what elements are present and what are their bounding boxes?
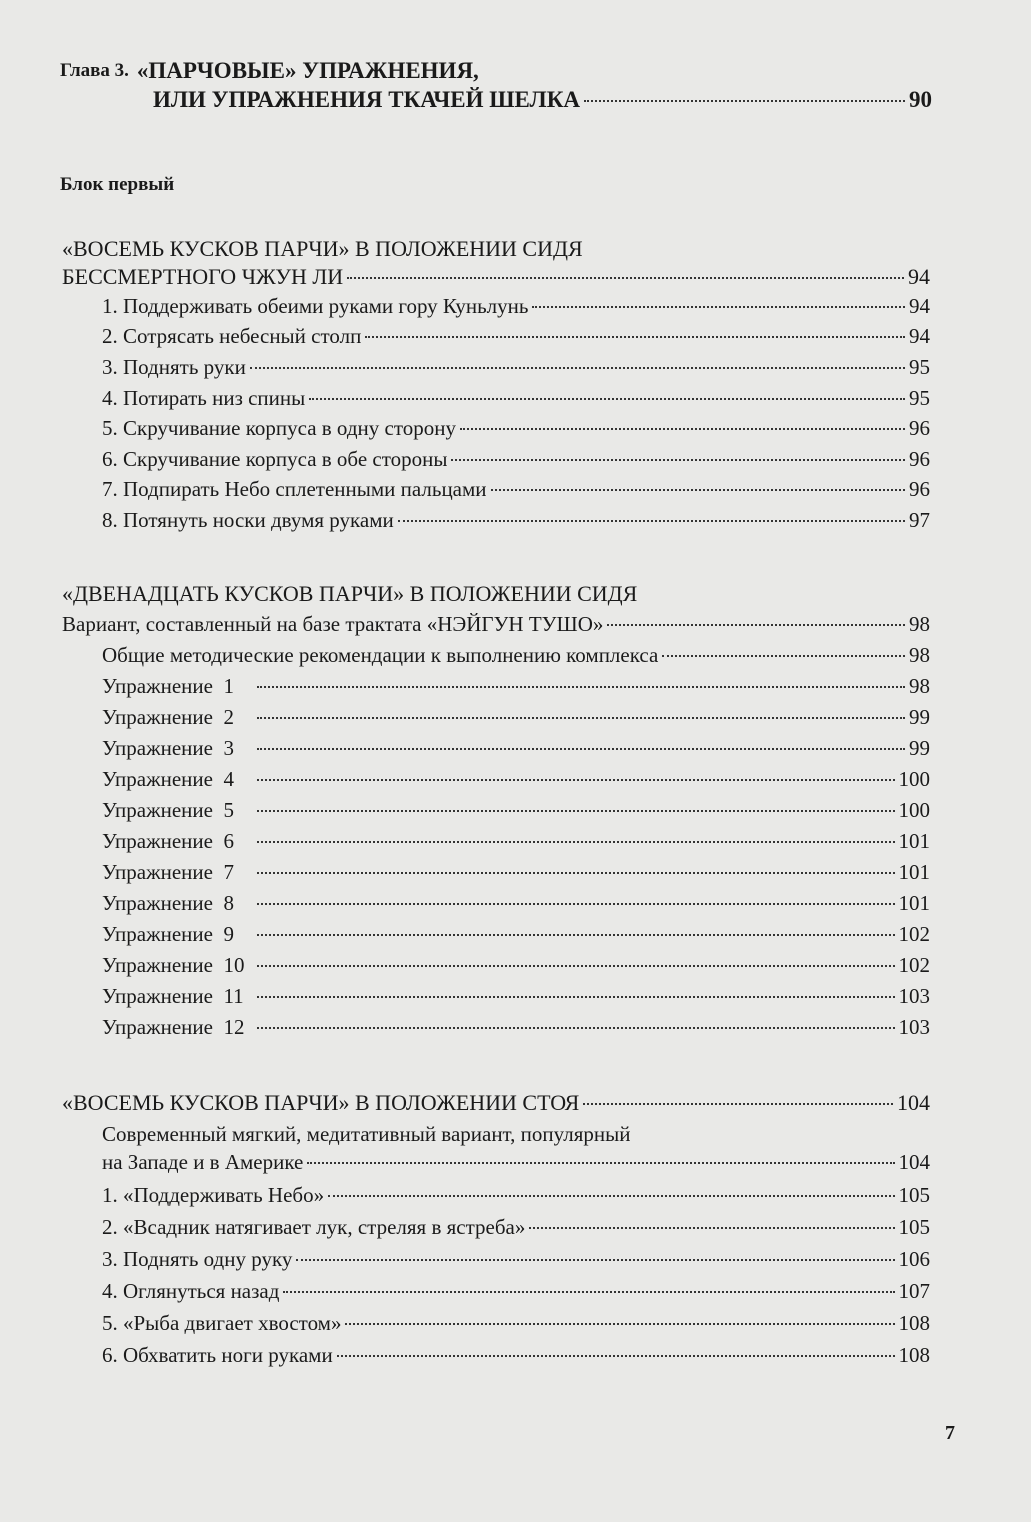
leader-dots bbox=[328, 1195, 894, 1197]
exercise-num: 12 bbox=[223, 1015, 245, 1039]
toc-entry bbox=[102, 1279, 930, 1304]
toc-entry-page: 95 bbox=[909, 386, 930, 410]
exercise-page: 100 bbox=[898, 767, 930, 791]
exercise-page: 100 bbox=[898, 798, 930, 822]
section1-page: 94 bbox=[908, 264, 930, 289]
leader-dots bbox=[257, 717, 905, 719]
toc-entry-page: 108 bbox=[898, 1343, 930, 1367]
leader-dots bbox=[257, 810, 894, 812]
exercise-page: 101 bbox=[898, 829, 930, 853]
leader-dots bbox=[257, 872, 894, 874]
toc-entry bbox=[102, 1311, 930, 1336]
toc-entry-page: 106 bbox=[898, 1247, 930, 1271]
chapter-title-line2-entry bbox=[60, 85, 932, 114]
toc-entry bbox=[102, 1343, 930, 1368]
toc-entry-text: 4. Оглянуться назад bbox=[102, 1279, 280, 1303]
toc-entry bbox=[102, 1183, 930, 1208]
toc-entry-page: 96 bbox=[909, 477, 930, 501]
exercise-entry bbox=[102, 1015, 930, 1040]
chapter-label: Глава 3. bbox=[60, 60, 129, 81]
leader-dots bbox=[532, 306, 905, 308]
section1-title-line1: «ВОСЕМЬ КУСКОВ ПАРЧИ» В ПОЛОЖЕНИИ СИДЯ bbox=[62, 236, 583, 261]
toc-entry-page: 97 bbox=[909, 508, 930, 532]
leader-dots bbox=[345, 1323, 894, 1325]
toc-entry-page: 96 bbox=[909, 416, 930, 440]
exercise-entry bbox=[102, 860, 930, 885]
section2-variant-page: 98 bbox=[909, 612, 930, 636]
chapter-heading bbox=[60, 56, 932, 114]
exercise-page: 102 bbox=[898, 953, 930, 977]
toc-entry bbox=[102, 477, 930, 502]
toc-entry bbox=[102, 1247, 930, 1272]
section2-title: «ДВЕНАДЦАТЬ КУСКОВ ПАРЧИ» В ПОЛОЖЕНИИ СИДЯ bbox=[62, 581, 638, 606]
exercise-word: Упражнение bbox=[102, 984, 213, 1008]
section3-title: «ВОСЕМЬ КУСКОВ ПАРЧИ» В ПОЛОЖЕНИИ СТОЯ bbox=[62, 1090, 580, 1115]
section3-variant-line2: на Западе и в Америке bbox=[102, 1150, 304, 1174]
leader-dots bbox=[296, 1259, 894, 1261]
toc-entry-text: 2. Сотрясать небесный столп bbox=[102, 324, 362, 348]
leader-dots bbox=[607, 624, 905, 626]
toc-entry-text: 4. Потирать низ спины bbox=[102, 386, 306, 410]
leader-dots bbox=[491, 489, 905, 491]
exercise-word: Упражнение bbox=[102, 767, 213, 791]
exercise-page: 99 bbox=[909, 705, 930, 729]
toc-entry-page: 94 bbox=[909, 324, 930, 348]
exercise-num: 3 bbox=[223, 736, 234, 760]
toc-entry-text: 8. Потянуть носки двумя руками bbox=[102, 508, 394, 532]
leader-dots bbox=[398, 520, 905, 522]
exercise-word: Упражнение bbox=[102, 736, 213, 760]
toc-entry-page: 107 bbox=[898, 1279, 930, 1303]
section2-general-page: 98 bbox=[909, 643, 930, 667]
leader-dots bbox=[309, 398, 905, 400]
leader-dots bbox=[257, 748, 905, 750]
section2-general-entry bbox=[102, 643, 930, 668]
leader-dots bbox=[460, 428, 905, 430]
exercise-word: Упражнение bbox=[102, 705, 213, 729]
toc-entry bbox=[102, 508, 930, 533]
section2-variant-entry bbox=[62, 612, 930, 637]
toc-entry bbox=[102, 324, 930, 349]
exercise-entry bbox=[102, 705, 930, 730]
exercise-entry bbox=[102, 829, 930, 854]
exercise-entry bbox=[102, 953, 930, 978]
exercise-num: 6 bbox=[223, 829, 234, 853]
toc-entry-text: 2. «Всадник натягивает лук, стреляя в ястреба» bbox=[102, 1215, 526, 1239]
section1-title-line2: БЕССМЕРТНОГО ЧЖУН ЛИ bbox=[62, 264, 344, 289]
toc-entry-text: 1. «Поддерживать Небо» bbox=[102, 1183, 325, 1207]
toc-entry-page: 94 bbox=[909, 294, 930, 318]
exercise-num: 2 bbox=[223, 705, 234, 729]
leader-dots bbox=[529, 1227, 894, 1229]
exercise-num: 5 bbox=[223, 798, 234, 822]
leader-dots bbox=[257, 686, 905, 688]
leader-dots bbox=[250, 367, 905, 369]
leader-dots bbox=[307, 1162, 894, 1164]
exercise-num: 7 bbox=[223, 860, 234, 884]
leader-dots bbox=[337, 1355, 895, 1357]
section3-variant-entry bbox=[102, 1150, 930, 1175]
toc-entry-text: 5. Скручивание корпуса в одну сторону bbox=[102, 416, 456, 440]
leader-dots bbox=[583, 1103, 893, 1105]
leader-dots bbox=[584, 100, 905, 102]
toc-entry-page: 108 bbox=[898, 1311, 930, 1335]
exercise-num: 1 bbox=[223, 674, 234, 698]
section3-variant-page: 104 bbox=[898, 1150, 930, 1174]
exercise-page: 98 bbox=[909, 674, 930, 698]
leader-dots bbox=[283, 1291, 894, 1293]
chapter-title-line2: ИЛИ УПРАЖНЕНИЯ ТКАЧЕЙ ШЕЛКА bbox=[153, 87, 580, 112]
exercise-entry bbox=[102, 984, 930, 1009]
toc-entry-page: 105 bbox=[898, 1215, 930, 1239]
section3-page: 104 bbox=[897, 1090, 930, 1115]
toc-entry bbox=[102, 386, 930, 411]
exercise-page: 103 bbox=[898, 1015, 930, 1039]
leader-dots bbox=[365, 336, 905, 338]
page-number: 7 bbox=[945, 1422, 955, 1444]
exercise-num: 11 bbox=[223, 984, 244, 1008]
toc-entry bbox=[102, 294, 930, 319]
toc-entry bbox=[102, 1215, 930, 1240]
toc-entry-text: 3. Поднять одну руку bbox=[102, 1247, 293, 1271]
exercise-entry bbox=[102, 767, 930, 792]
toc-entry-text: 7. Подпирать Небо сплетенными пальцами bbox=[102, 477, 487, 501]
exercise-entry bbox=[102, 922, 930, 947]
exercise-word: Упражнение bbox=[102, 891, 213, 915]
toc-entry-page: 105 bbox=[898, 1183, 930, 1207]
exercise-entry bbox=[102, 674, 930, 699]
toc-entry bbox=[102, 447, 930, 472]
exercise-entry bbox=[102, 891, 930, 916]
leader-dots bbox=[257, 903, 894, 905]
exercise-word: Упражнение bbox=[102, 1015, 213, 1039]
chapter-title-line1: «ПАРЧОВЫЕ» УПРАЖНЕНИЯ, bbox=[136, 58, 479, 83]
exercise-word: Упражнение bbox=[102, 953, 213, 977]
exercise-page: 103 bbox=[898, 984, 930, 1008]
leader-dots bbox=[257, 1027, 894, 1029]
leader-dots bbox=[257, 934, 894, 936]
exercise-num: 8 bbox=[223, 891, 234, 915]
exercise-page: 101 bbox=[898, 860, 930, 884]
exercise-page: 99 bbox=[909, 736, 930, 760]
toc-entry bbox=[102, 355, 930, 380]
exercise-word: Упражнение bbox=[102, 829, 213, 853]
block-label: Блок первый bbox=[60, 174, 175, 195]
toc-entry-text: 1. Поддерживать обеими руками гору Куньлунь bbox=[102, 294, 529, 318]
leader-dots bbox=[257, 841, 894, 843]
section2-general: Общие методические рекомендации к выполнению комплекса bbox=[102, 643, 659, 667]
section3-variant-line1: Современный мягкий, медитативный вариант, популярный bbox=[102, 1122, 631, 1146]
exercise-word: Упражнение bbox=[102, 798, 213, 822]
exercise-page: 102 bbox=[898, 922, 930, 946]
exercise-page: 101 bbox=[898, 891, 930, 915]
leader-dots bbox=[347, 277, 904, 279]
section1-title-entry bbox=[62, 264, 930, 290]
toc-entry-text: 6. Обхватить ноги руками bbox=[102, 1343, 333, 1367]
leader-dots bbox=[451, 459, 905, 461]
toc-entry-text: 3. Поднять руки bbox=[102, 355, 246, 379]
exercise-entry bbox=[102, 736, 930, 761]
toc-entry-page: 95 bbox=[909, 355, 930, 379]
exercise-word: Упражнение bbox=[102, 860, 213, 884]
toc-entry-text: 5. «Рыба двигает хвостом» bbox=[102, 1311, 342, 1335]
toc-entry bbox=[102, 416, 930, 441]
exercise-num: 9 bbox=[223, 922, 234, 946]
leader-dots bbox=[257, 996, 894, 998]
leader-dots bbox=[662, 655, 905, 657]
leader-dots bbox=[257, 965, 894, 967]
exercise-num: 10 bbox=[223, 953, 245, 977]
exercise-word: Упражнение bbox=[102, 674, 213, 698]
exercise-num: 4 bbox=[223, 767, 234, 791]
exercise-word: Упражнение bbox=[102, 922, 213, 946]
section2-variant: Вариант, составленный на базе трактата «НЭЙГУН ТУШО» bbox=[62, 612, 604, 636]
toc-entry-text: 6. Скручивание корпуса в обе стороны bbox=[102, 447, 448, 471]
chapter-page: 90 bbox=[909, 87, 932, 112]
section3-title-entry bbox=[62, 1090, 930, 1116]
toc-entry-page: 96 bbox=[909, 447, 930, 471]
exercise-entry bbox=[102, 798, 930, 823]
leader-dots bbox=[257, 779, 894, 781]
